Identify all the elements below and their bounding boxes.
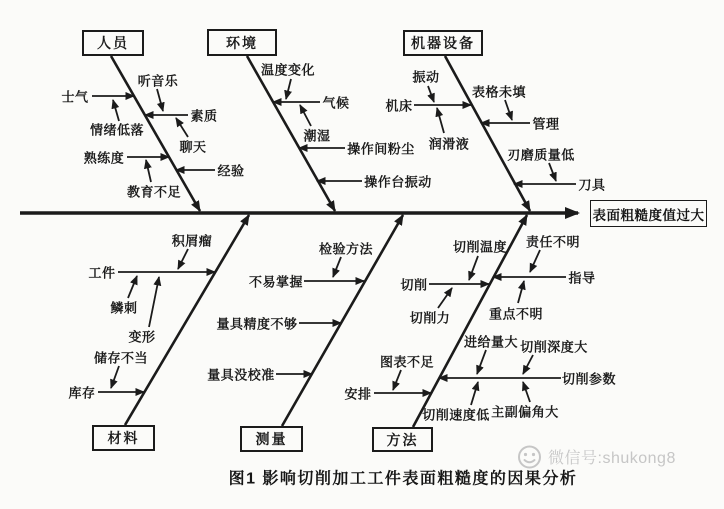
subcause-label-jixieliu: 积屑瘤 (171, 233, 213, 249)
subcause-label-runhuaye: 润滑液 (428, 136, 470, 152)
subcause-label-zhongdianbuming: 重点不明 (488, 306, 544, 322)
category-box-measurement: 测量 (240, 426, 303, 452)
rib-label-jichuang: 机床 (385, 98, 413, 114)
rib-label-gongjian: 工件 (88, 265, 116, 281)
rib-label-shuliandu: 熟练度 (83, 150, 125, 166)
rib-label-kucun: 库存 (68, 385, 96, 401)
subcause-label-tubiaobuzu: 图表不足 (379, 354, 435, 370)
rib-label-jingyan: 经验 (217, 163, 245, 179)
subcause-label-wenduhua: 温度变化 (260, 62, 316, 78)
category-box-materials: 材料 (92, 425, 155, 451)
subcause-label-biaogeweitian: 表格未填 (471, 84, 527, 100)
subcause-label-jianyanfangfa: 检验方法 (318, 241, 374, 257)
subcause-label-zhendong: 振动 (412, 69, 440, 85)
category-box-methods: 方法 (372, 427, 433, 452)
wechat-smiley-icon (516, 443, 543, 470)
category-box-machine: 机器设备 (403, 30, 483, 56)
category-box-environment: 环境 (207, 29, 277, 56)
rib-label-liangjujingdu: 量具精度不够 (216, 316, 298, 332)
rib-label-qihou: 气候 (322, 95, 350, 111)
rib-label-buyizhangwo: 不易掌握 (248, 274, 304, 290)
subcause-label-qingxudiluo: 情绪低落 (89, 122, 145, 138)
rib-label-caozuojianfenchen: 操作间粉尘 (347, 141, 415, 157)
rib-label-guanli: 管理 (532, 116, 560, 132)
rib-label-qiexiao: 切削 (400, 277, 428, 293)
effect-label: 表面粗糙度值过大 (592, 207, 705, 223)
subcause-label-qiexiaosudu: 切削速度低 (422, 407, 490, 423)
watermark (516, 443, 676, 470)
rib-label-liangjuxiaozhun: 量具没校准 (207, 367, 275, 383)
subcause-label-zerenbuming: 责任不明 (525, 234, 581, 250)
subcause-label-qiexiaowendu: 切削温度 (452, 239, 508, 255)
subcause-label-renmozhiliangdi: 刃磨质量低 (507, 147, 575, 163)
subcause-label-linci: 鳞刺 (110, 300, 138, 316)
subcause-label-zhufupianjiao: 主副偏角大 (491, 404, 559, 420)
subcause-label-chaoshi: 潮湿 (303, 128, 331, 144)
subcause-label-liaotian: 聊天 (179, 139, 207, 155)
rib-label-suzhi: 素质 (190, 108, 218, 124)
subcause-label-jiaoyubuzu: 教育不足 (126, 184, 182, 200)
rib-label-shiqi: 士气 (61, 89, 89, 105)
subcause-label-qiexiaoshendu: 切削深度大 (520, 339, 588, 355)
watermark-text: 微信号:shukong8 (548, 450, 676, 467)
subcause-label-tingyinyue: 听音乐 (137, 73, 179, 89)
figure-caption: 图1 影响切削加工工件表面粗糙度的因果分析 (228, 470, 578, 488)
subcause-label-jinjiliangda: 进给量大 (463, 334, 519, 350)
rib-label-anpai: 安排 (344, 386, 372, 402)
subcause-label-chucunbudang: 储存不当 (93, 350, 149, 366)
effect-box (590, 200, 707, 227)
rib-label-qiexiaocanshu: 切削参数 (561, 371, 617, 387)
rib-label-caozuotaizhendong: 操作台振动 (364, 174, 432, 190)
subcause-label-qiexiaoli: 切削力 (409, 310, 451, 326)
rib-label-zhidao: 指导 (568, 270, 596, 286)
category-box-personnel: 人员 (82, 30, 144, 56)
rib-label-daoju: 刀具 (578, 177, 606, 193)
subcause-label-bianxing: 变形 (128, 329, 156, 345)
